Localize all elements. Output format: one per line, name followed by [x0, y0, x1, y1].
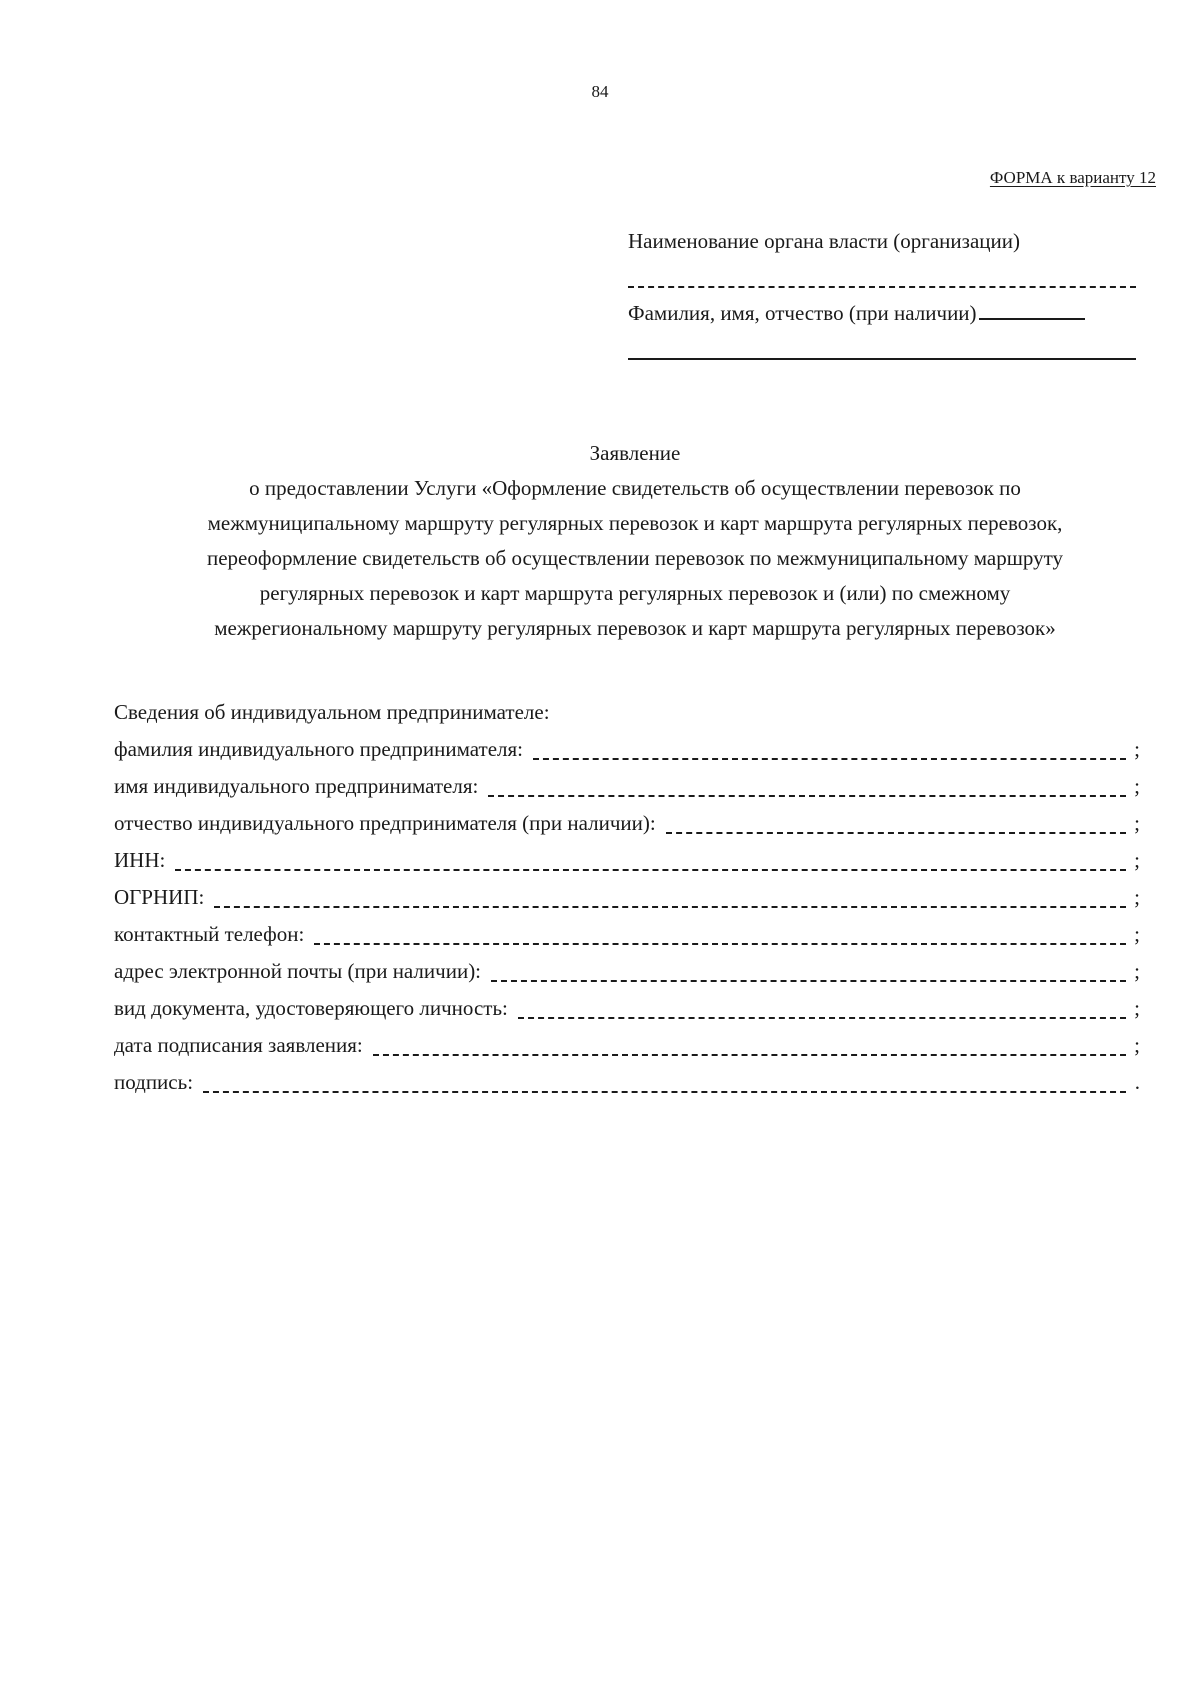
field-fill-line[interactable] [491, 979, 1126, 982]
name-line [628, 296, 1136, 330]
field-inn [114, 842, 1140, 879]
field-phone [114, 916, 1140, 953]
field-fill-line[interactable] [518, 1016, 1126, 1019]
field-patronymic [114, 805, 1140, 842]
field-end: ; [1134, 885, 1140, 909]
section-heading: Сведения об индивидуальном предпринимателе: [114, 700, 550, 724]
page-number: 84 [591, 82, 609, 101]
field-end: ; [1134, 774, 1140, 798]
name-fill-line[interactable] [628, 330, 1136, 368]
authority-label: Наименование органа власти (организации) [628, 229, 1020, 253]
field-label: ОГРНИП: [114, 885, 205, 909]
field-end: ; [1134, 811, 1140, 835]
field-label: имя индивидуального предпринимателя: [114, 774, 479, 798]
field-fill-line[interactable] [214, 905, 1126, 908]
application-title [120, 436, 1150, 646]
title-line-1: о предоставлении Услуги «Оформление свидетельств об осуществлении перевозок по [249, 476, 1021, 500]
field-label: подпись: [114, 1070, 194, 1094]
field-fill-line[interactable] [203, 1090, 1126, 1093]
field-end: . [1134, 1070, 1140, 1094]
authority-fill-line[interactable] [628, 258, 1136, 296]
field-end: ; [1134, 959, 1140, 983]
field-label: вид документа, удостоверяющего личность: [114, 996, 508, 1020]
field-fill-line[interactable] [373, 1053, 1126, 1056]
name-label: Фамилия, имя, отчество (при наличии) [628, 301, 977, 325]
field-signing-date [114, 1027, 1140, 1064]
addressee-block [628, 224, 1136, 368]
field-first-name [114, 768, 1140, 805]
field-id-document [114, 990, 1140, 1027]
title-line-2: межмуниципальному маршруту регулярных перевозок и карт маршрута регулярных перевозок, [207, 511, 1063, 535]
title-line-4: регулярных перевозок и карт маршрута регулярных перевозок и (или) по смежному [259, 581, 1011, 605]
field-signature [114, 1064, 1140, 1101]
field-label: отчество индивидуального предпринимателя (при наличии): [114, 811, 656, 835]
field-surname [114, 731, 1140, 768]
title-line-5: межрегиональному маршруту регулярных перевозок и карт маршрута регулярных перевозок» [214, 616, 1056, 640]
field-label: фамилия индивидуального предпринимателя: [114, 737, 523, 761]
entrepreneur-fields [114, 694, 1140, 1101]
field-fill-line[interactable] [488, 794, 1126, 797]
field-fill-line[interactable] [666, 831, 1126, 834]
field-fill-line[interactable] [175, 868, 1126, 871]
field-end: ; [1134, 737, 1140, 761]
field-fill-line[interactable] [314, 942, 1126, 945]
field-label: ИНН: [114, 848, 166, 872]
field-email [114, 953, 1140, 990]
field-fill-line[interactable] [533, 757, 1126, 760]
form-reference: ФОРМА к варианту 12 [989, 168, 1156, 187]
title-line-3: переоформление свидетельств об осуществлении перевозок по межмуниципальному маршруту [207, 546, 1063, 570]
name-fill-inline[interactable] [979, 296, 1085, 320]
field-label: адрес электронной почты (при наличии): [114, 959, 482, 983]
field-end: ; [1134, 1033, 1140, 1057]
field-label: дата подписания заявления: [114, 1033, 363, 1057]
field-label: контактный телефон: [114, 922, 305, 946]
field-end: ; [1134, 848, 1140, 872]
title-word: Заявление [589, 441, 681, 465]
field-end: ; [1134, 996, 1140, 1020]
field-ogrnip [114, 879, 1140, 916]
field-end: ; [1134, 922, 1140, 946]
